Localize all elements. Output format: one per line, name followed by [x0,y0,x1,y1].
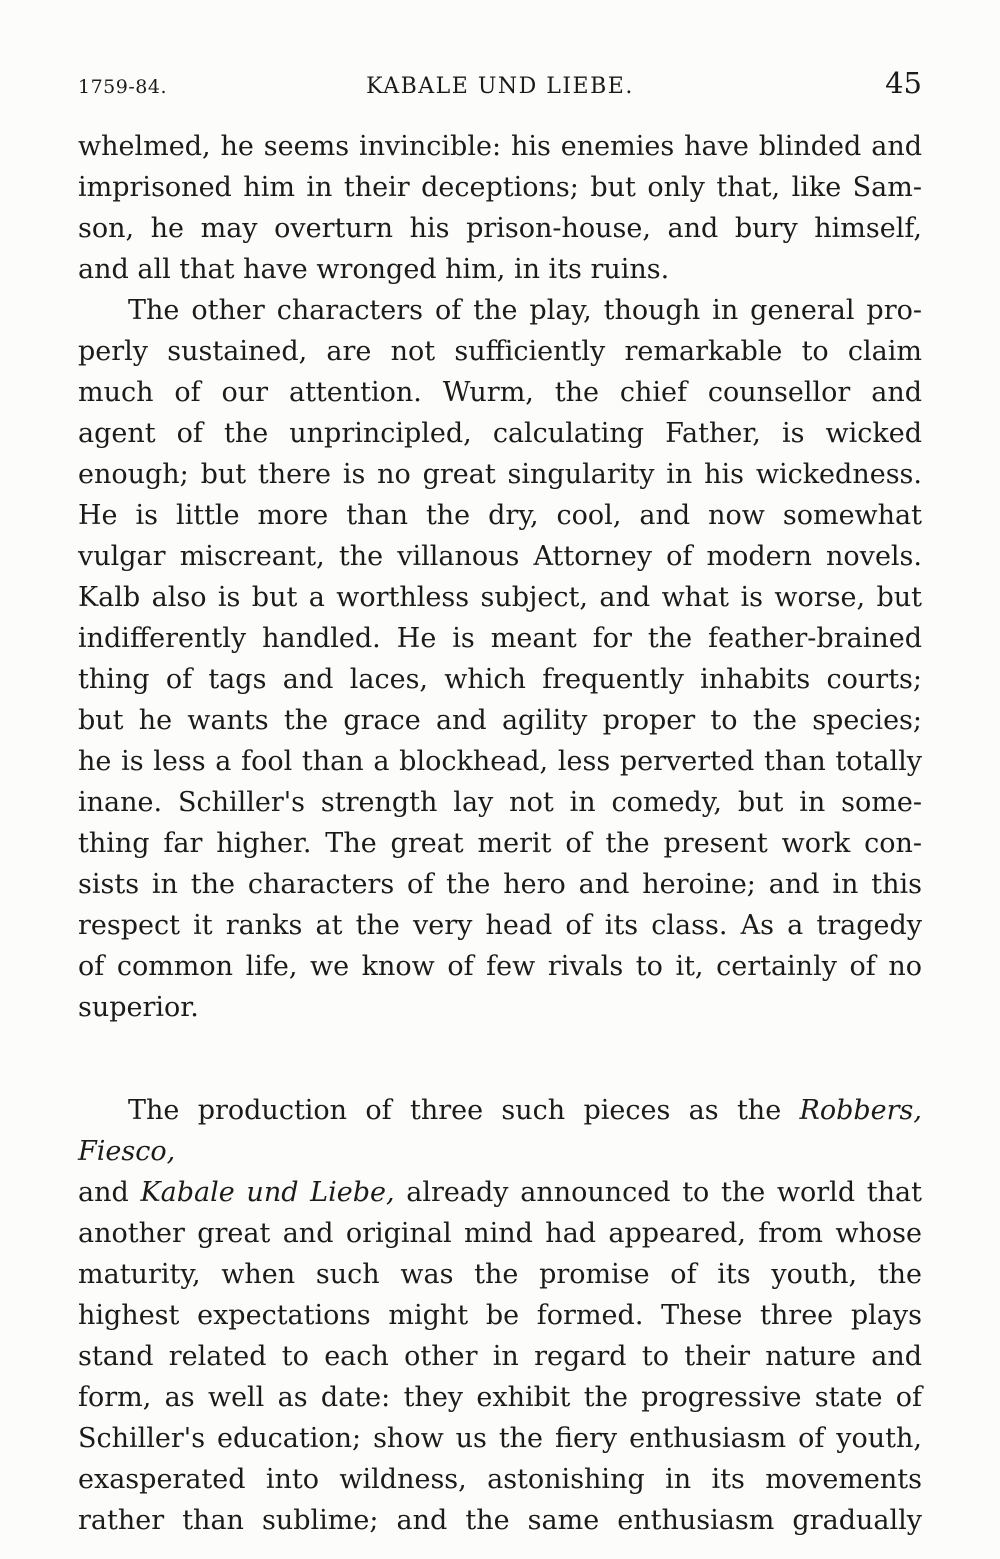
text-line: maturity, when such was the promise of its youth, the [78,1259,922,1290]
text-line: whelmed, he seems invincible: his enemies have blinded and [78,131,922,162]
text-line: imprisoned him in their deceptions; but only that, like Sam- [78,172,922,203]
text-line: sists in the characters of the hero and heroine; and in this [78,869,922,900]
text-line: he is less a fool than a blockhead, less perverted than totally [78,746,922,777]
text-line: respect it ranks at the very head of its class. As a tragedy [78,910,922,941]
text-line: enough; but there is no great singularity in his wickedness. [78,459,922,490]
paragraph [78,1090,922,1541]
text-line: exasperated into wildness, astonishing in its movements [78,1464,922,1495]
running-head [78,66,922,100]
text-line: thing of tags and laces, which frequently inhabits courts; [78,664,922,695]
text-line: The other characters of the play, though in general pro- [128,295,922,326]
chapter-title: KABALE UND LIEBE. [366,74,634,99]
text-line: of common life, we know of few rivals to it, certainly of no [78,951,922,982]
paragraph [78,290,922,1028]
text-line: Schiller's education; show us the fiery enthusiasm of youth, [78,1423,922,1454]
text-line: superior. [78,992,199,1023]
text-line: another great and original mind had appeared, from whose [78,1218,922,1249]
text-line: much of our attention. Wurm, the chief counsellor and [78,377,922,408]
text-line: Kalb also is but a worthless subject, and what is worse, but [78,582,922,613]
date-range-label: 1759-84. [78,76,167,98]
text-line: He is little more than the dry, cool, and now somewhat [78,500,922,531]
page-number: 45 [885,66,922,100]
text-line: perly sustained, are not sufficiently remarkable to claim [78,336,922,367]
text-line: rather than sublime; and the same enthusiasm gradually [78,1505,922,1536]
text-line: but he wants the grace and agility proper to the species; [78,705,922,736]
text-line: The production of three such pieces as the Robbers, Fiesco, [78,1095,922,1167]
text-line: and Kabale und Liebe, already announced to the world that [78,1177,922,1208]
paragraph [78,126,922,290]
page-body [78,126,922,1541]
text-line: form, as well as date: they exhibit the progressive state of [78,1382,922,1413]
text-line: and all that have wronged him, in its ruins. [78,254,670,285]
text-line: inane. Schiller's strength lay not in comedy, but in some- [78,787,922,818]
text-line: agent of the unprincipled, calculating Father, is wicked [78,418,922,449]
text-line: vulgar miscreant, the villanous Attorney of modern novels. [78,541,922,572]
text-line: indifferently handled. He is meant for the feather-brained [78,623,922,654]
text-line: stand related to each other in regard to their nature and [78,1341,922,1372]
text-line: son, he may overturn his prison-house, and bury himself, [78,213,922,244]
text-line: highest expectations might be formed. These three plays [78,1300,922,1331]
text-line: thing far higher. The great merit of the present work con- [78,828,922,859]
